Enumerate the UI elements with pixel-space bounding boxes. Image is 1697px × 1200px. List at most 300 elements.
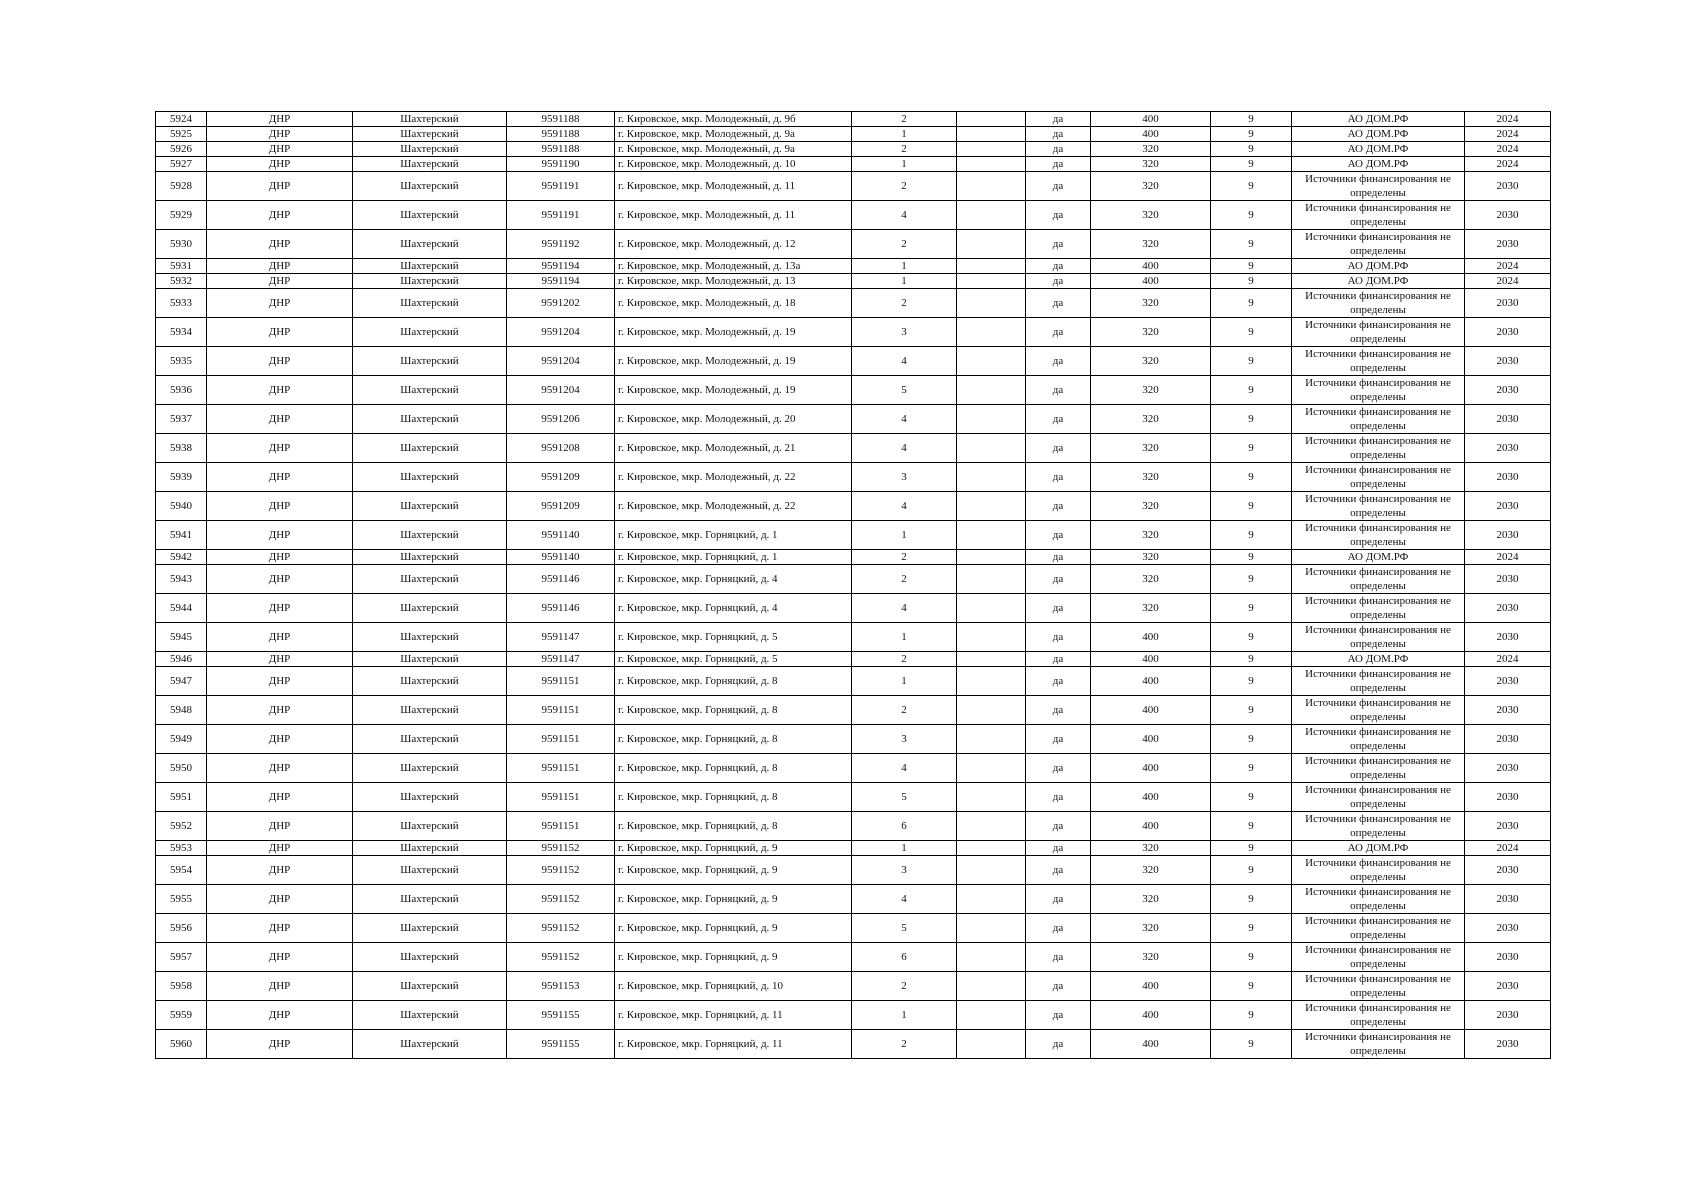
cell-year: 2024 [1465, 550, 1551, 565]
cell-capacity: 400 [1091, 696, 1211, 725]
cell-year: 2030 [1465, 565, 1551, 594]
cell-floors: 9 [1211, 230, 1292, 259]
cell-empty-col [957, 754, 1026, 783]
cell-object-code: 9591188 [507, 127, 615, 142]
cell-object-code: 9591151 [507, 754, 615, 783]
cell-flag: да [1026, 274, 1091, 289]
cell-year: 2024 [1465, 652, 1551, 667]
cell-flag: да [1026, 463, 1091, 492]
table-row [156, 783, 1551, 812]
cell-address: г. Кировское, мкр. Молодежный, д. 9а [615, 142, 852, 157]
cell-floors: 9 [1211, 725, 1292, 754]
cell-district: Шахтерский [353, 230, 507, 259]
cell-object-code: 9591209 [507, 492, 615, 521]
cell-entrance: 1 [852, 1001, 957, 1030]
table-row [156, 172, 1551, 201]
cell-entrance: 6 [852, 943, 957, 972]
cell-capacity: 320 [1091, 157, 1211, 172]
cell-entrance: 1 [852, 157, 957, 172]
cell-empty-col [957, 623, 1026, 652]
cell-flag: да [1026, 812, 1091, 841]
cell-address: г. Кировское, мкр. Молодежный, д. 10 [615, 157, 852, 172]
cell-region: ДНР [207, 201, 353, 230]
cell-flag: да [1026, 289, 1091, 318]
cell-address: г. Кировское, мкр. Горняцкий, д. 8 [615, 696, 852, 725]
table-row [156, 112, 1551, 127]
cell-empty-col [957, 725, 1026, 754]
cell-region: ДНР [207, 521, 353, 550]
cell-year: 2030 [1465, 289, 1551, 318]
cell-district: Шахтерский [353, 885, 507, 914]
cell-empty-col [957, 885, 1026, 914]
cell-empty-col [957, 783, 1026, 812]
cell-capacity: 320 [1091, 172, 1211, 201]
cell-object-code: 9591202 [507, 289, 615, 318]
cell-capacity: 400 [1091, 754, 1211, 783]
cell-address: г. Кировское, мкр. Молодежный, д. 21 [615, 434, 852, 463]
cell-address: г. Кировское, мкр. Горняцкий, д. 10 [615, 972, 852, 1001]
cell-object-code: 9591151 [507, 783, 615, 812]
cell-district: Шахтерский [353, 914, 507, 943]
cell-flag: да [1026, 434, 1091, 463]
cell-entrance: 2 [852, 696, 957, 725]
cell-region: ДНР [207, 127, 353, 142]
cell-entrance: 3 [852, 725, 957, 754]
cell-floors: 9 [1211, 1030, 1292, 1059]
cell-district: Шахтерский [353, 201, 507, 230]
cell-flag: да [1026, 885, 1091, 914]
cell-row-number: 5954 [156, 856, 207, 885]
cell-row-number: 5935 [156, 347, 207, 376]
cell-object-code: 9591153 [507, 972, 615, 1001]
cell-capacity: 320 [1091, 550, 1211, 565]
cell-year: 2030 [1465, 172, 1551, 201]
cell-year: 2030 [1465, 783, 1551, 812]
cell-year: 2024 [1465, 142, 1551, 157]
cell-flag: да [1026, 259, 1091, 274]
cell-empty-col [957, 157, 1026, 172]
cell-entrance: 1 [852, 521, 957, 550]
cell-year: 2030 [1465, 623, 1551, 652]
cell-object-code: 9591152 [507, 914, 615, 943]
cell-entrance: 2 [852, 289, 957, 318]
cell-empty-col [957, 812, 1026, 841]
housing-register-table [155, 111, 1551, 1059]
cell-object-code: 9591151 [507, 667, 615, 696]
cell-floors: 9 [1211, 259, 1292, 274]
cell-district: Шахтерский [353, 623, 507, 652]
cell-flag: да [1026, 157, 1091, 172]
cell-capacity: 320 [1091, 289, 1211, 318]
cell-row-number: 5926 [156, 142, 207, 157]
cell-region: ДНР [207, 112, 353, 127]
cell-object-code: 9591155 [507, 1001, 615, 1030]
table-row [156, 376, 1551, 405]
cell-floors: 9 [1211, 972, 1292, 1001]
cell-funding-source: Источники финансирования не определены [1292, 943, 1465, 972]
cell-year: 2030 [1465, 594, 1551, 623]
cell-flag: да [1026, 172, 1091, 201]
cell-year: 2030 [1465, 492, 1551, 521]
cell-flag: да [1026, 347, 1091, 376]
cell-empty-col [957, 521, 1026, 550]
cell-empty-col [957, 463, 1026, 492]
cell-year: 2030 [1465, 943, 1551, 972]
cell-empty-col [957, 972, 1026, 1001]
cell-region: ДНР [207, 172, 353, 201]
cell-entrance: 2 [852, 1030, 957, 1059]
cell-address: г. Кировское, мкр. Горняцкий, д. 4 [615, 594, 852, 623]
cell-entrance: 3 [852, 463, 957, 492]
table-row [156, 521, 1551, 550]
cell-empty-col [957, 172, 1026, 201]
cell-row-number: 5930 [156, 230, 207, 259]
cell-flag: да [1026, 667, 1091, 696]
cell-year: 2030 [1465, 667, 1551, 696]
cell-floors: 9 [1211, 783, 1292, 812]
cell-entrance: 2 [852, 142, 957, 157]
cell-region: ДНР [207, 1001, 353, 1030]
cell-flag: да [1026, 405, 1091, 434]
cell-year: 2030 [1465, 347, 1551, 376]
cell-entrance: 2 [852, 230, 957, 259]
cell-flag: да [1026, 1001, 1091, 1030]
cell-address: г. Кировское, мкр. Горняцкий, д. 8 [615, 667, 852, 696]
cell-year: 2030 [1465, 856, 1551, 885]
table-row [156, 230, 1551, 259]
cell-empty-col [957, 347, 1026, 376]
table-row [156, 565, 1551, 594]
cell-object-code: 9591188 [507, 112, 615, 127]
cell-flag: да [1026, 841, 1091, 856]
cell-object-code: 9591151 [507, 696, 615, 725]
cell-object-code: 9591140 [507, 521, 615, 550]
cell-address: г. Кировское, мкр. Молодежный, д. 11 [615, 172, 852, 201]
cell-capacity: 400 [1091, 972, 1211, 1001]
cell-funding-source: Источники финансирования не определены [1292, 347, 1465, 376]
cell-row-number: 5936 [156, 376, 207, 405]
cell-row-number: 5941 [156, 521, 207, 550]
cell-entrance: 2 [852, 565, 957, 594]
table-row [156, 405, 1551, 434]
cell-empty-col [957, 434, 1026, 463]
cell-funding-source: Источники финансирования не определены [1292, 492, 1465, 521]
cell-capacity: 400 [1091, 652, 1211, 667]
cell-object-code: 9591147 [507, 623, 615, 652]
cell-floors: 9 [1211, 652, 1292, 667]
cell-year: 2024 [1465, 157, 1551, 172]
cell-capacity: 320 [1091, 434, 1211, 463]
cell-funding-source: Источники финансирования не определены [1292, 696, 1465, 725]
cell-funding-source: Источники финансирования не определены [1292, 1030, 1465, 1059]
cell-floors: 9 [1211, 127, 1292, 142]
table-row [156, 347, 1551, 376]
cell-district: Шахтерский [353, 318, 507, 347]
cell-row-number: 5958 [156, 972, 207, 1001]
cell-district: Шахтерский [353, 347, 507, 376]
cell-capacity: 400 [1091, 112, 1211, 127]
cell-row-number: 5931 [156, 259, 207, 274]
cell-year: 2030 [1465, 1001, 1551, 1030]
cell-district: Шахтерский [353, 112, 507, 127]
cell-entrance: 3 [852, 856, 957, 885]
table-row [156, 667, 1551, 696]
cell-row-number: 5944 [156, 594, 207, 623]
cell-region: ДНР [207, 652, 353, 667]
cell-object-code: 9591208 [507, 434, 615, 463]
cell-region: ДНР [207, 565, 353, 594]
cell-floors: 9 [1211, 347, 1292, 376]
cell-flag: да [1026, 112, 1091, 127]
cell-flag: да [1026, 652, 1091, 667]
cell-entrance: 1 [852, 667, 957, 696]
cell-flag: да [1026, 914, 1091, 943]
table-row [156, 1030, 1551, 1059]
cell-capacity: 400 [1091, 812, 1211, 841]
table-row [156, 274, 1551, 289]
cell-floors: 9 [1211, 623, 1292, 652]
cell-district: Шахтерский [353, 754, 507, 783]
cell-capacity: 320 [1091, 347, 1211, 376]
cell-year: 2030 [1465, 812, 1551, 841]
table-row [156, 754, 1551, 783]
cell-region: ДНР [207, 289, 353, 318]
cell-capacity: 400 [1091, 1001, 1211, 1030]
cell-object-code: 9591192 [507, 230, 615, 259]
cell-year: 2030 [1465, 696, 1551, 725]
cell-address: г. Кировское, мкр. Горняцкий, д. 8 [615, 783, 852, 812]
cell-funding-source: Источники финансирования не определены [1292, 463, 1465, 492]
cell-region: ДНР [207, 1030, 353, 1059]
cell-funding-source: Источники финансирования не определены [1292, 856, 1465, 885]
cell-entrance: 2 [852, 972, 957, 1001]
table-row [156, 696, 1551, 725]
cell-district: Шахтерский [353, 696, 507, 725]
cell-row-number: 5924 [156, 112, 207, 127]
cell-object-code: 9591146 [507, 594, 615, 623]
cell-row-number: 5957 [156, 943, 207, 972]
cell-year: 2030 [1465, 521, 1551, 550]
cell-region: ДНР [207, 157, 353, 172]
cell-row-number: 5939 [156, 463, 207, 492]
cell-year: 2030 [1465, 405, 1551, 434]
cell-year: 2030 [1465, 434, 1551, 463]
cell-capacity: 400 [1091, 783, 1211, 812]
cell-capacity: 400 [1091, 667, 1211, 696]
cell-district: Шахтерский [353, 943, 507, 972]
cell-district: Шахтерский [353, 376, 507, 405]
cell-capacity: 320 [1091, 914, 1211, 943]
cell-address: г. Кировское, мкр. Горняцкий, д. 8 [615, 725, 852, 754]
cell-object-code: 9591194 [507, 274, 615, 289]
cell-funding-source: Источники финансирования не определены [1292, 565, 1465, 594]
cell-district: Шахтерский [353, 972, 507, 1001]
cell-funding-source: АО ДОМ.РФ [1292, 841, 1465, 856]
cell-funding-source: Источники финансирования не определены [1292, 318, 1465, 347]
cell-funding-source: Источники финансирования не определены [1292, 972, 1465, 1001]
cell-district: Шахтерский [353, 434, 507, 463]
cell-region: ДНР [207, 318, 353, 347]
cell-entrance: 4 [852, 594, 957, 623]
cell-address: г. Кировское, мкр. Молодежный, д. 12 [615, 230, 852, 259]
cell-year: 2030 [1465, 230, 1551, 259]
cell-object-code: 9591155 [507, 1030, 615, 1059]
cell-flag: да [1026, 127, 1091, 142]
cell-year: 2030 [1465, 376, 1551, 405]
cell-district: Шахтерский [353, 565, 507, 594]
cell-funding-source: Источники финансирования не определены [1292, 521, 1465, 550]
cell-floors: 9 [1211, 856, 1292, 885]
cell-floors: 9 [1211, 812, 1292, 841]
cell-floors: 9 [1211, 434, 1292, 463]
cell-region: ДНР [207, 972, 353, 1001]
cell-district: Шахтерский [353, 127, 507, 142]
cell-capacity: 320 [1091, 885, 1211, 914]
cell-row-number: 5945 [156, 623, 207, 652]
cell-object-code: 9591146 [507, 565, 615, 594]
cell-floors: 9 [1211, 943, 1292, 972]
cell-year: 2024 [1465, 259, 1551, 274]
cell-capacity: 320 [1091, 492, 1211, 521]
cell-address: г. Кировское, мкр. Горняцкий, д. 9 [615, 885, 852, 914]
cell-address: г. Кировское, мкр. Горняцкий, д. 9 [615, 856, 852, 885]
table-row [156, 594, 1551, 623]
cell-district: Шахтерский [353, 289, 507, 318]
cell-funding-source: Источники финансирования не определены [1292, 725, 1465, 754]
cell-year: 2024 [1465, 127, 1551, 142]
cell-year: 2030 [1465, 914, 1551, 943]
cell-row-number: 5948 [156, 696, 207, 725]
cell-entrance: 4 [852, 434, 957, 463]
cell-funding-source: АО ДОМ.РФ [1292, 274, 1465, 289]
cell-capacity: 400 [1091, 127, 1211, 142]
cell-funding-source: Источники финансирования не определены [1292, 201, 1465, 230]
cell-capacity: 320 [1091, 856, 1211, 885]
cell-flag: да [1026, 376, 1091, 405]
cell-entrance: 2 [852, 550, 957, 565]
cell-floors: 9 [1211, 376, 1292, 405]
cell-row-number: 5959 [156, 1001, 207, 1030]
cell-region: ДНР [207, 347, 353, 376]
cell-district: Шахтерский [353, 667, 507, 696]
cell-region: ДНР [207, 492, 353, 521]
cell-district: Шахтерский [353, 463, 507, 492]
cell-capacity: 320 [1091, 594, 1211, 623]
cell-empty-col [957, 230, 1026, 259]
cell-address: г. Кировское, мкр. Горняцкий, д. 4 [615, 565, 852, 594]
cell-empty-col [957, 696, 1026, 725]
cell-empty-col [957, 856, 1026, 885]
cell-year: 2030 [1465, 1030, 1551, 1059]
cell-funding-source: АО ДОМ.РФ [1292, 259, 1465, 274]
cell-address: г. Кировское, мкр. Горняцкий, д. 5 [615, 652, 852, 667]
cell-funding-source: Источники финансирования не определены [1292, 405, 1465, 434]
cell-funding-source: АО ДОМ.РФ [1292, 157, 1465, 172]
cell-entrance: 4 [852, 347, 957, 376]
table-body [156, 112, 1551, 1059]
cell-funding-source: Источники финансирования не определены [1292, 667, 1465, 696]
cell-address: г. Кировское, мкр. Горняцкий, д. 9 [615, 943, 852, 972]
cell-address: г. Кировское, мкр. Молодежный, д. 13а [615, 259, 852, 274]
table-row [156, 1001, 1551, 1030]
cell-empty-col [957, 652, 1026, 667]
cell-floors: 9 [1211, 274, 1292, 289]
cell-empty-col [957, 289, 1026, 318]
cell-floors: 9 [1211, 492, 1292, 521]
cell-district: Шахтерский [353, 157, 507, 172]
cell-year: 2030 [1465, 463, 1551, 492]
cell-region: ДНР [207, 754, 353, 783]
cell-address: г. Кировское, мкр. Молодежный, д. 13 [615, 274, 852, 289]
cell-funding-source: Источники финансирования не определены [1292, 172, 1465, 201]
cell-funding-source: АО ДОМ.РФ [1292, 652, 1465, 667]
cell-object-code: 9591151 [507, 812, 615, 841]
cell-year: 2030 [1465, 318, 1551, 347]
cell-empty-col [957, 376, 1026, 405]
cell-flag: да [1026, 725, 1091, 754]
cell-empty-col [957, 127, 1026, 142]
cell-year: 2024 [1465, 112, 1551, 127]
cell-year: 2030 [1465, 754, 1551, 783]
cell-floors: 9 [1211, 289, 1292, 318]
cell-address: г. Кировское, мкр. Горняцкий, д. 11 [615, 1001, 852, 1030]
cell-address: г. Кировское, мкр. Молодежный, д. 11 [615, 201, 852, 230]
cell-funding-source: АО ДОМ.РФ [1292, 142, 1465, 157]
cell-entrance: 1 [852, 274, 957, 289]
cell-flag: да [1026, 318, 1091, 347]
cell-floors: 9 [1211, 696, 1292, 725]
cell-year: 2030 [1465, 972, 1551, 1001]
cell-row-number: 5946 [156, 652, 207, 667]
cell-floors: 9 [1211, 550, 1292, 565]
cell-address: г. Кировское, мкр. Горняцкий, д. 11 [615, 1030, 852, 1059]
cell-region: ДНР [207, 274, 353, 289]
cell-funding-source: Источники финансирования не определены [1292, 754, 1465, 783]
cell-empty-col [957, 259, 1026, 274]
cell-capacity: 400 [1091, 725, 1211, 754]
table-row [156, 259, 1551, 274]
cell-row-number: 5940 [156, 492, 207, 521]
cell-object-code: 9591152 [507, 841, 615, 856]
cell-address: г. Кировское, мкр. Горняцкий, д. 8 [615, 812, 852, 841]
cell-funding-source: Источники финансирования не определены [1292, 812, 1465, 841]
table-row [156, 492, 1551, 521]
table-row [156, 943, 1551, 972]
cell-row-number: 5927 [156, 157, 207, 172]
cell-funding-source: Источники финансирования не определены [1292, 376, 1465, 405]
cell-row-number: 5955 [156, 885, 207, 914]
cell-object-code: 9591152 [507, 885, 615, 914]
cell-object-code: 9591188 [507, 142, 615, 157]
cell-row-number: 5928 [156, 172, 207, 201]
table-row [156, 289, 1551, 318]
cell-address: г. Кировское, мкр. Молодежный, д. 22 [615, 463, 852, 492]
cell-capacity: 320 [1091, 318, 1211, 347]
cell-capacity: 400 [1091, 623, 1211, 652]
cell-district: Шахтерский [353, 550, 507, 565]
table-row [156, 127, 1551, 142]
cell-object-code: 9591191 [507, 172, 615, 201]
cell-empty-col [957, 565, 1026, 594]
cell-capacity: 320 [1091, 841, 1211, 856]
cell-floors: 9 [1211, 201, 1292, 230]
cell-entrance: 4 [852, 492, 957, 521]
cell-region: ДНР [207, 725, 353, 754]
cell-district: Шахтерский [353, 1030, 507, 1059]
cell-entrance: 5 [852, 376, 957, 405]
cell-capacity: 320 [1091, 943, 1211, 972]
cell-flag: да [1026, 943, 1091, 972]
